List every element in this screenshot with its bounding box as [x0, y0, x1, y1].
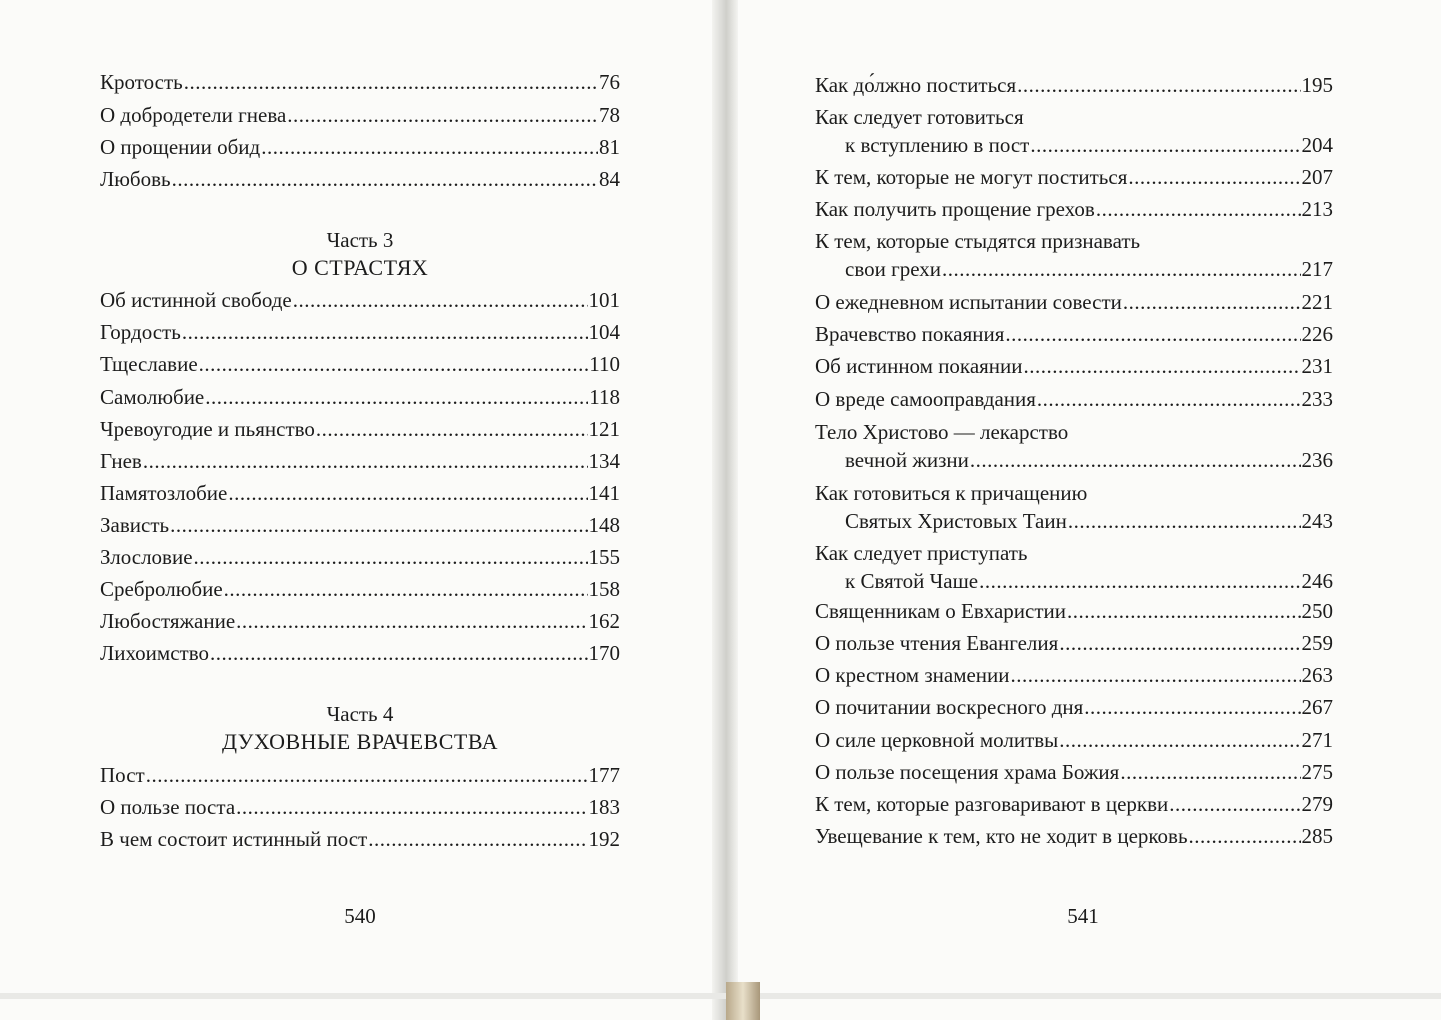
- toc-entry-title: Сребролюбие: [100, 577, 223, 601]
- toc-entry-title: Любостяжание: [100, 609, 236, 633]
- toc-entry-page: 192: [588, 827, 620, 851]
- leader-dots: [1059, 629, 1300, 657]
- toc-entry: [815, 352, 1333, 380]
- toc-entry: [815, 693, 1333, 721]
- bookmark-ribbon: [726, 982, 760, 1020]
- leader-dots: [368, 825, 587, 853]
- toc-entry: [100, 639, 620, 667]
- toc-entry-title: Зависть: [100, 513, 170, 537]
- toc-entry: [100, 447, 620, 475]
- toc-entry: [815, 195, 1333, 223]
- leader-dots: [1017, 71, 1300, 99]
- toc-entry-page: 110: [589, 352, 620, 376]
- toc-entry: [100, 511, 620, 539]
- toc-entry-title: Святых Христовых Таин: [845, 509, 1067, 533]
- toc-entry-page: 104: [588, 320, 620, 344]
- toc-entry-page: 170: [588, 641, 620, 665]
- toc-entry-page: 118: [589, 385, 620, 409]
- toc-entry-title: О добродетели гнева: [100, 103, 287, 127]
- toc-entry: [100, 761, 620, 789]
- leader-dots: [1096, 195, 1301, 223]
- toc-entry-page: 141: [588, 481, 620, 505]
- toc-entry-page: 195: [1301, 73, 1333, 97]
- toc-entry-title: Кротость: [100, 70, 183, 94]
- toc-entry-title: Об истинной свободе: [100, 288, 292, 312]
- part-label: Часть 4: [326, 702, 394, 726]
- toc-entry-title: Любовь: [100, 167, 171, 191]
- toc-entry-page: 250: [1301, 599, 1333, 623]
- toc-entry-page: 246: [1301, 569, 1333, 593]
- toc-entry: [815, 758, 1333, 786]
- leader-dots: [182, 318, 588, 346]
- leader-dots: [1059, 726, 1300, 754]
- toc-entry-page: 226: [1301, 322, 1333, 346]
- toc-entry-page: 236: [1301, 448, 1333, 472]
- leader-dots: [287, 101, 598, 129]
- toc-entry-title: Гнев: [100, 449, 142, 473]
- toc-entry-title: Памятозлобие: [100, 481, 228, 505]
- toc-entry: [815, 71, 1333, 99]
- leader-dots: [1067, 597, 1300, 625]
- toc-entry-page: 121: [588, 417, 620, 441]
- toc-entry-title: Гордость: [100, 320, 181, 344]
- part-title: ДУХОВНЫЕ ВРАЧЕВСТВА: [221, 729, 499, 754]
- leader-dots: [1128, 163, 1300, 191]
- toc-entry-title: О прощении обид: [100, 135, 261, 159]
- toc-entry: [815, 227, 1333, 287]
- toc-entry: [100, 286, 620, 314]
- leader-dots: [316, 415, 588, 443]
- leader-dots: [979, 567, 1300, 595]
- toc-entry: [100, 607, 620, 635]
- leader-dots: [970, 446, 1301, 474]
- toc-entry: [100, 318, 620, 346]
- toc-entry-page: 271: [1301, 728, 1333, 752]
- leader-dots: [199, 350, 589, 378]
- leader-dots: [236, 607, 587, 635]
- toc-entry-page: 221: [1301, 290, 1333, 314]
- leader-dots: [205, 383, 588, 411]
- toc-entry-title-line: К тем, которые стыдятся признавать: [815, 229, 1141, 253]
- toc-entry-page: 84: [599, 167, 620, 191]
- toc-entry-page: 76: [599, 70, 620, 94]
- toc-entry-page: 213: [1301, 197, 1333, 221]
- leader-dots: [1005, 320, 1300, 348]
- toc-entry-page: 243: [1301, 509, 1333, 533]
- leader-dots: [261, 133, 598, 161]
- leader-dots: [172, 165, 598, 193]
- leader-dots: [236, 793, 587, 821]
- toc-entry-page: 177: [588, 763, 620, 787]
- leader-dots: [293, 286, 588, 314]
- leader-dots: [146, 761, 588, 789]
- toc-entry-title: Как до́лжно поститься: [815, 73, 1017, 97]
- leader-dots: [1030, 131, 1300, 159]
- toc-entry-title-line: Как следует готовиться: [815, 105, 1024, 129]
- part-heading: [100, 226, 620, 282]
- toc-entry-title: О пользе чтения Евангелия: [815, 631, 1059, 655]
- toc-entry: [815, 385, 1333, 413]
- page-number: 540: [344, 904, 376, 928]
- toc-entry-title: В чем состоит истинный пост: [100, 827, 368, 851]
- toc-entry-page: 101: [588, 288, 620, 312]
- leader-dots: [1024, 352, 1301, 380]
- leader-dots: [1120, 758, 1300, 786]
- page-edge: [0, 993, 1441, 999]
- leader-dots: [210, 639, 588, 667]
- toc-entry-title: Лихоимство: [100, 641, 209, 665]
- toc-entry: [815, 288, 1333, 316]
- toc-entry-title: О крестном знамении: [815, 663, 1010, 687]
- page-number: 541: [1067, 904, 1099, 928]
- toc-entry-title-line: Как следует приступать: [815, 541, 1028, 565]
- toc-entry-title: Увещевание к тем, кто не ходит в церковь: [815, 824, 1188, 848]
- toc-entry: [815, 726, 1333, 754]
- toc-entry-page: 134: [588, 449, 620, 473]
- toc-entry-title: Самолюбие: [100, 385, 205, 409]
- leader-dots: [228, 479, 587, 507]
- toc-entry-page: 231: [1301, 354, 1333, 378]
- toc-entry-title: О ежедневном испытании совести: [815, 290, 1122, 314]
- toc-entry-title: Как получить прощение грехов: [815, 197, 1095, 221]
- toc-entry-page: 148: [588, 513, 620, 537]
- toc-entry-title: Врачевство покаяния: [815, 322, 1005, 346]
- book-gutter: [712, 0, 738, 1020]
- toc-entry: [815, 597, 1333, 625]
- toc-entry-title: Тщеславие: [100, 352, 198, 376]
- toc-entry-title: к вступлению в пост: [845, 133, 1030, 157]
- toc-entry: [815, 103, 1333, 163]
- toc-entry: [100, 133, 620, 161]
- toc-entry-title: О почитании воскресного дня: [815, 695, 1084, 719]
- leader-dots: [1037, 385, 1301, 413]
- toc-entry-page: 259: [1301, 631, 1333, 655]
- toc-entry-title: О пользе посещения храма Божия: [815, 760, 1120, 784]
- toc-entry-page: 263: [1301, 663, 1333, 687]
- toc-entry-page: 158: [588, 577, 620, 601]
- toc-entry-page: 267: [1301, 695, 1333, 719]
- toc-entry-title: О вреде самооправдания: [815, 387, 1036, 411]
- leader-dots: [143, 447, 588, 475]
- toc-entry-page: 204: [1301, 133, 1333, 157]
- toc-entry: [815, 661, 1333, 689]
- leader-dots: [1068, 507, 1301, 535]
- leader-dots: [1084, 693, 1300, 721]
- leader-dots: [184, 68, 598, 96]
- toc-entry: [100, 479, 620, 507]
- toc-entry: [100, 575, 620, 603]
- toc-entry: [100, 415, 620, 443]
- toc-entry-page: 162: [588, 609, 620, 633]
- toc-entry: [100, 68, 620, 96]
- toc-entry: [100, 793, 620, 821]
- leader-dots: [194, 543, 588, 571]
- toc-entry: [100, 383, 620, 411]
- leader-dots: [1123, 288, 1301, 316]
- toc-entry-title: Чревоугодие и пьянство: [100, 417, 315, 441]
- part-label: Часть 3: [326, 228, 394, 252]
- toc-entry-title: Об истинном покаянии: [815, 354, 1023, 378]
- toc-entry-page: 81: [599, 135, 620, 159]
- part-heading: [100, 700, 620, 756]
- leader-dots: [224, 575, 588, 603]
- toc-entry-title: К тем, которые разговаривают в церкви: [815, 792, 1169, 816]
- toc-entry-title: к Святой Чаше: [845, 569, 979, 593]
- leader-dots: [1169, 790, 1300, 818]
- toc-entry-title-line: Тело Христово — лекарство: [815, 420, 1069, 444]
- toc-entry-page: 207: [1301, 165, 1333, 189]
- toc-entry-title: К тем, которые не могут поститься: [815, 165, 1128, 189]
- toc-entry: [100, 350, 620, 378]
- toc-entry-page: 275: [1301, 760, 1333, 784]
- toc-entry: [815, 418, 1333, 478]
- toc-entry: [100, 165, 620, 193]
- toc-entry: [100, 825, 620, 853]
- toc-entry-page: 279: [1301, 792, 1333, 816]
- toc-entry-page: 183: [588, 795, 620, 819]
- toc-entry-page: 233: [1301, 387, 1333, 411]
- toc-entry-page: 78: [599, 103, 620, 127]
- toc-entry-page: 285: [1301, 824, 1333, 848]
- toc-entry-title: Злословие: [100, 545, 193, 569]
- toc-entry: [815, 320, 1333, 348]
- toc-entry: [815, 629, 1333, 657]
- toc-entry: [815, 163, 1333, 191]
- toc-entry-page: 155: [588, 545, 620, 569]
- toc-entry-title: О силе церковной молитвы: [815, 728, 1059, 752]
- toc-entry-title: свои грехи: [845, 257, 941, 281]
- toc-entry: [815, 539, 1333, 599]
- toc-entry: [815, 822, 1333, 850]
- toc-entry-title-line: Как готовиться к причащению: [815, 481, 1088, 505]
- toc-entry-title: О пользе поста: [100, 795, 236, 819]
- leader-dots: [1011, 661, 1301, 689]
- leader-dots: [942, 255, 1301, 283]
- toc-entry-title: Пост: [100, 763, 145, 787]
- toc-entry: [100, 543, 620, 571]
- toc-entry-page: 217: [1301, 257, 1333, 281]
- toc-entry: [815, 790, 1333, 818]
- leader-dots: [1189, 822, 1301, 850]
- toc-entry: [815, 479, 1333, 539]
- toc-entry: [100, 101, 620, 129]
- part-title: О СТРАСТЯХ: [291, 255, 429, 280]
- toc-entry-title: Священникам о Евхаристии: [815, 599, 1067, 623]
- leader-dots: [170, 511, 587, 539]
- toc-entry-title: вечной жизни: [845, 448, 969, 472]
